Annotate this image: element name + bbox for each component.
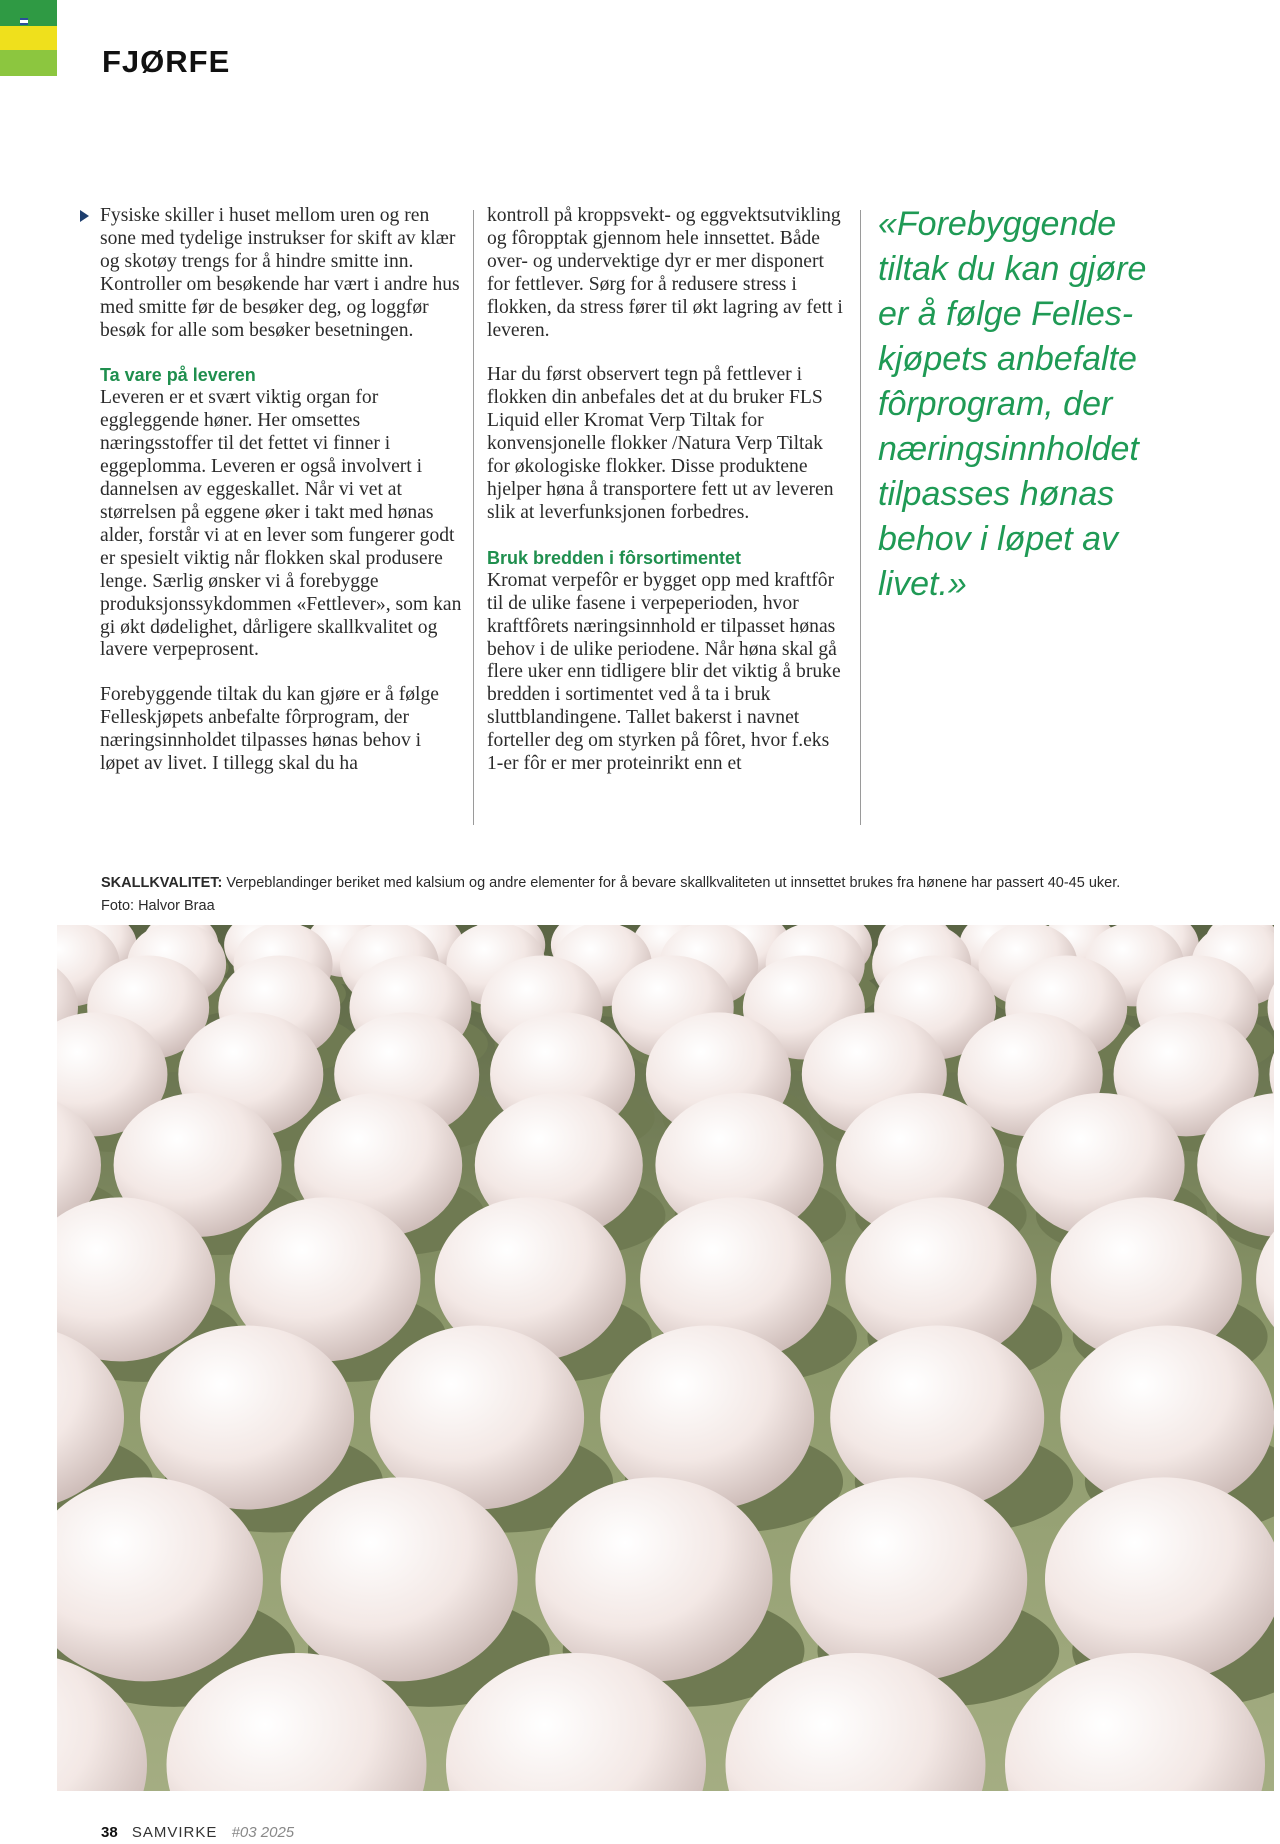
paragraph-fatty-liver-products: Har du først observert tegn på fettlever i flokken din anbefales det at du bruker FLS Liquid eller Kromat Verp Tiltak for konvensjonelle flokker /Natura Verp Tiltak for økologiske flokker. Disse produktene hjelper høna å transportere fett ut av leveren slik at leverfunksjonen forbedres.: [487, 364, 834, 523]
pull-quote: «Forebyggende tiltak du kan gjøre er å følge Felleskjøpets anbefalte fôrprogram, der næringsinnholdet tilpasses hønas behov i løpet av livet.»: [878, 205, 1147, 603]
paragraph-liver: Leveren er et svært viktig organ for eggleggende høner. Her omsettes næringsstoffer til det fettet vi finner i eggeplomma. Leveren er også involvert i dannelsen av eggeskallet. Når vi vet at størrelsen på eggene øker i takt med hønas alder, forstår vi at en lever som fungerer godt er spesielt viktig når flokken skal produsere lenge. Særlig ønsker vi å forebygge produksjonssykdommen «Fettlever», som kan gi økt dødelighet, dårligere skallkvalitet og lavere verpeprosent.: [100, 387, 462, 661]
paragraph-kromat: Kromat verpefôr er bygget opp med kraftfôr til de ulike fasene i verpeperioden, hvor kraftfôrets næringsinnhold er tilpasset hønas behov i de ulike periodene. Når høna skal gå flere uker enn tidligere blir det viktig å bruke bredden i sortimentet ved å ta i bruk sluttblandingene. Tallet bakerst i navnet forteller deg om styrken på fôret, hvor f.eks 1-er fôr er mer proteinrikt enn et: [487, 569, 841, 775]
egg: [1045, 1477, 1274, 1681]
egg: [535, 1477, 772, 1681]
section-title: FJØRFE: [102, 44, 231, 79]
paragraph-prevention: Forebyggende tiltak du kan gjøre er å følge Felleskjøpets anbefalte fôrprogram, der næringsinnholdet tilpasses hønas behov i løpet av livet. I tillegg skal du ha: [100, 684, 439, 775]
page-footer: [101, 1824, 294, 1841]
intro-paragraph: Fysiske skiller i huset mellom uren og ren sone med tydelige instrukser for skift av klær og skotøy trengs for å hindre smitte inn. Kontroller om besøkende har vært i andre hus med smitte før de besøker deg, og loggfør besøk for alle som besøker besetningen.: [100, 205, 460, 341]
issue-number: #03 2025: [231, 1824, 295, 1841]
subheading-feed-range: Bruk bredden i fôrsortimentet: [487, 547, 742, 568]
caption-label: SKALLKVALITET:: [101, 875, 223, 891]
flag-icon: [20, 18, 28, 25]
section-color-tab-lightgreen: [0, 50, 57, 76]
bullet-triangle-icon: [80, 210, 89, 222]
egg: [281, 1477, 518, 1681]
eggs-illustration: [57, 925, 1274, 1791]
section-color-tab-yellow: [0, 26, 57, 50]
eggs-photo: [57, 925, 1274, 1791]
photo-credit: Foto: Halvor Braa: [101, 898, 215, 914]
paragraph-weight-control: kontroll på kroppsvekt- og eggvektsutvikling og fôropptak gjennom hele innsettet. Både over- og undervektige dyr er mer disponert for fettlever. Sørg for å redusere stress i flokken, da stress fører til økt lagring av fett i leveren.: [487, 205, 843, 341]
caption-text: Verpeblandinger beriket med kalsium og andre elementer for å bevare skallkvaliteten ut innsettet brukes fra hønene har passert 40-45 uker.: [222, 875, 1121, 891]
article-column-1: [100, 205, 462, 798]
egg: [790, 1477, 1027, 1681]
photo-caption: [101, 872, 1201, 918]
column-divider: [860, 210, 861, 825]
article-column-2: [487, 205, 847, 798]
magazine-name: SAMVIRKE: [131, 1824, 218, 1841]
page-number: 38: [101, 1824, 118, 1841]
column-divider: [473, 210, 474, 825]
subheading-liver: Ta vare på leveren: [100, 365, 256, 386]
section-color-tab-green: [0, 0, 57, 26]
